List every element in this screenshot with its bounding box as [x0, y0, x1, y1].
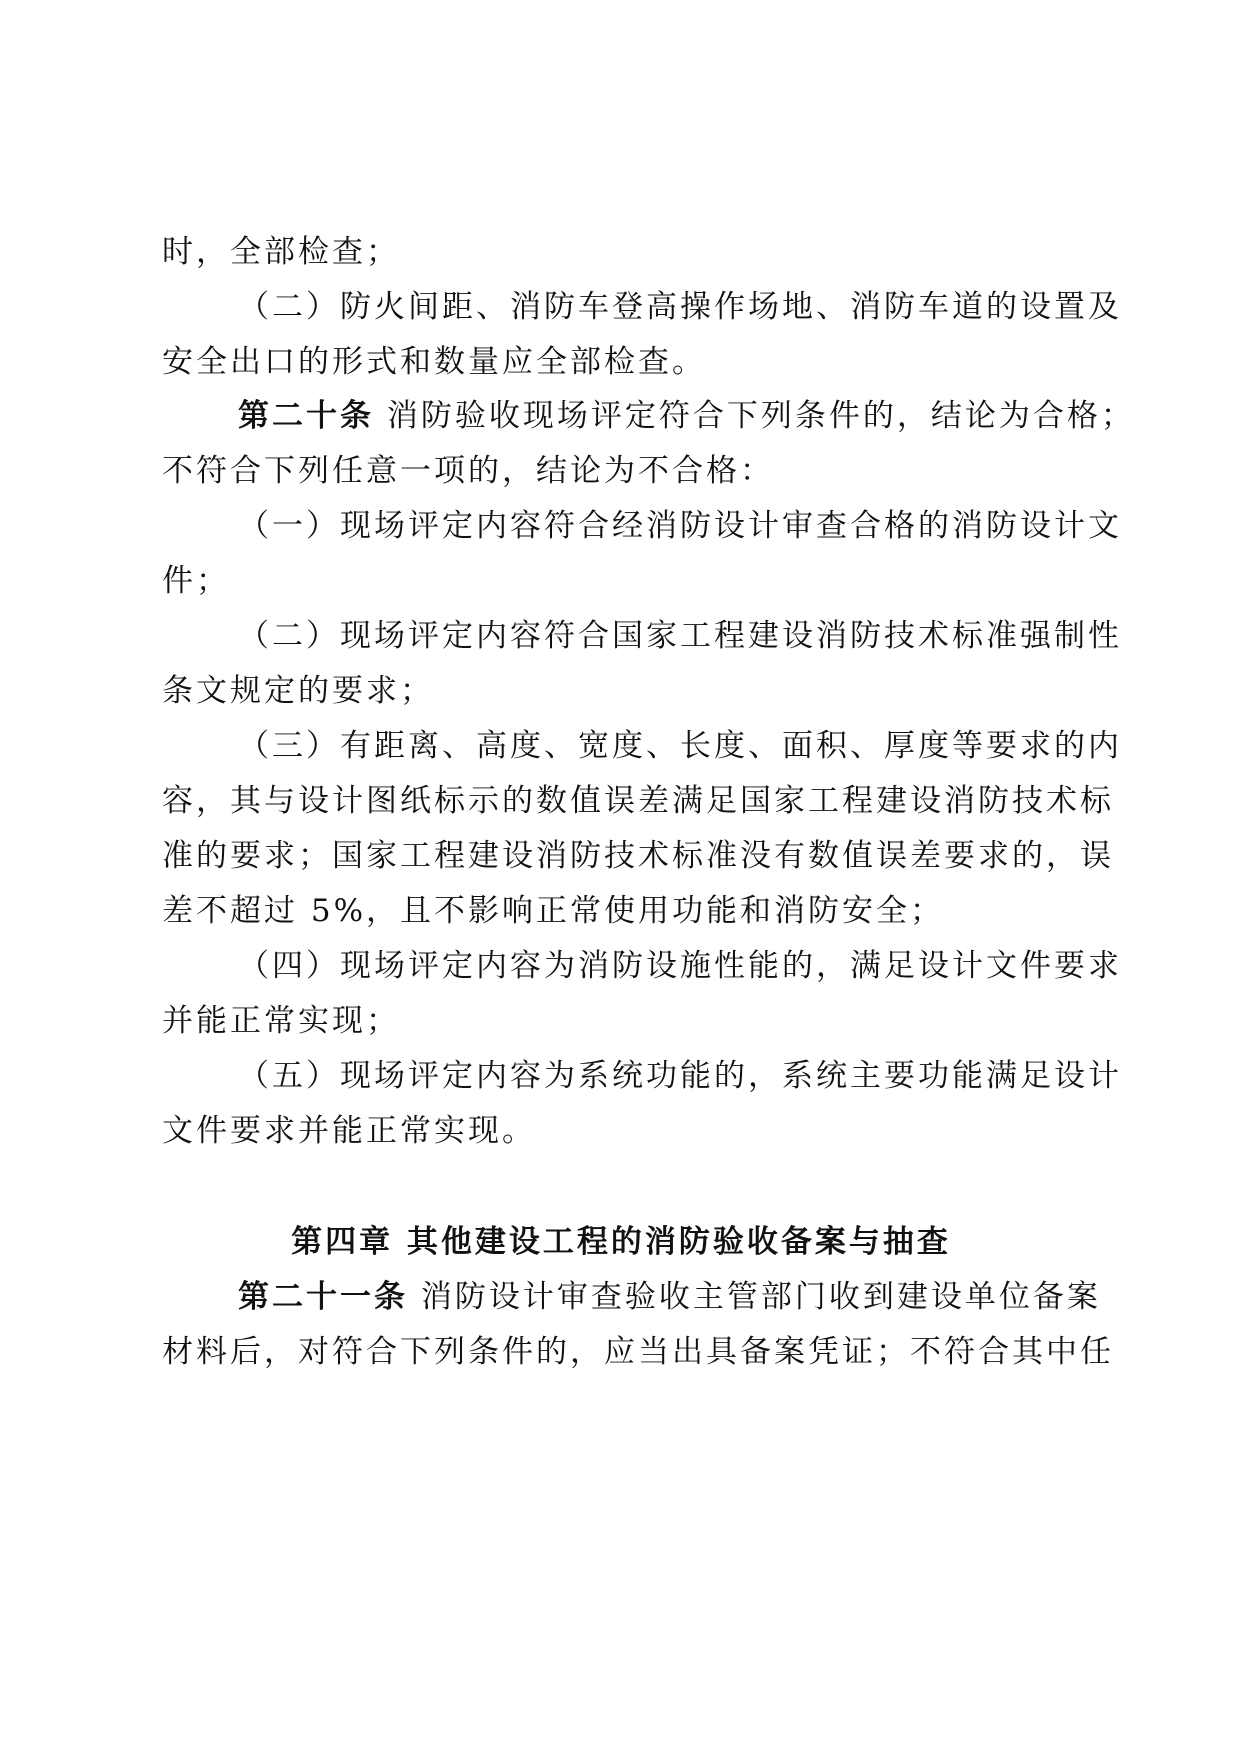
text-line: 不符合下列任意一项的，结论为不合格： — [162, 453, 774, 489]
article-20-heading: 第二十条 — [238, 398, 374, 434]
item-2-fire-spacing: （二）防火间距、消防车登高操作场地、消防车道的设置及 — [238, 289, 1122, 325]
article-21-heading: 第二十一条 — [238, 1279, 408, 1315]
article-21-text: 消防设计审查验收主管部门收到建设单位备案 — [420, 1279, 1101, 1315]
text-line: 差不超过 5%，且不影响正常使用功能和消防安全； — [162, 893, 945, 929]
text-line: 准的要求；国家工程建设消防技术标准没有数值误差要求的，误 — [162, 838, 1114, 874]
text-line: 安全出口的形式和数量应全部检查。 — [162, 344, 706, 380]
text-line: 文件要求并能正常实现。 — [162, 1113, 536, 1149]
text-line: 容，其与设计图纸标示的数值误差满足国家工程建设消防技术标 — [162, 783, 1114, 819]
text-line: 时，全部检查； — [162, 234, 400, 270]
item-2-standards: （二）现场评定内容符合国家工程建设消防技术标准强制性 — [238, 618, 1122, 654]
item-1-design-docs: （一）现场评定内容符合经消防设计审查合格的消防设计文 — [238, 508, 1122, 544]
item-3-dimensions: （三）有距离、高度、宽度、长度、面积、厚度等要求的内 — [238, 728, 1122, 764]
text-line: 材料后，对符合下列条件的，应当出具备案凭证；不符合其中任 — [162, 1334, 1114, 1370]
article-21-first-line — [238, 1277, 1101, 1317]
item-4-facility-performance: （四）现场评定内容为消防设施性能的，满足设计文件要求 — [238, 948, 1122, 984]
item-5-system-function: （五）现场评定内容为系统功能的，系统主要功能满足设计 — [238, 1058, 1122, 1094]
text-line: 件； — [162, 563, 230, 599]
article-20-text: 消防验收现场评定符合下列条件的，结论为合格； — [386, 398, 1135, 434]
chapter-4-heading: 第四章 其他建设工程的消防验收备案与抽查 — [291, 1224, 951, 1260]
text-line: 条文规定的要求； — [162, 673, 434, 709]
text-line: 并能正常实现； — [162, 1003, 400, 1039]
article-20-first-line — [238, 396, 1135, 436]
